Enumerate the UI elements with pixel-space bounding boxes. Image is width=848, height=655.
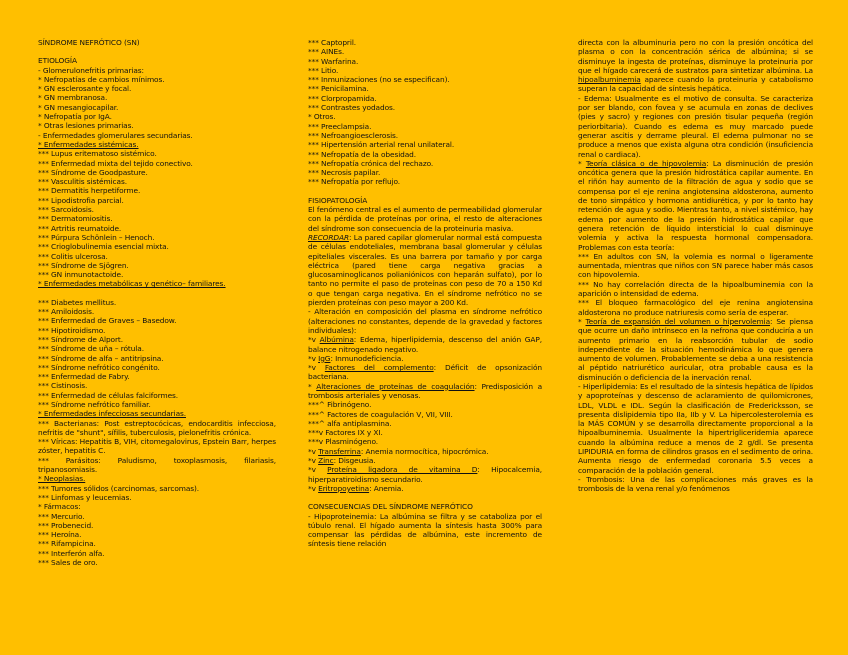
- list-item: *** Nefropatía crónica del rechazo.: [308, 158, 434, 168]
- list-item: *** Hipertensión arterial renal unilateral.: [308, 140, 455, 150]
- section-heading-consecuencias: CONSECUENCIAS DEL SÍNDROME NEFRÓTICO: [308, 502, 473, 512]
- recordar-text: : La pared capilar glomerular normal está compuesta de células endoteliales, membrana basal glomerular y células epiteliales viscerales. Es una barrera por tamaño y por carga eléctrica (pared tiene carga negativa gracias a glucosaminoglicanos polianiónicos con heparán sulfato), por lo tanto no permite el paso de proteínas con peso de 70 a 150 Kd o que tengan carga negativa. En el síndrome nefrótico no se pierden proteínas con peso mayor a 200 Kd.: [308, 232, 542, 308]
- list-item: * GN esclerosante y focal.: [38, 84, 132, 94]
- list-item: *** Diabetes mellitus.: [38, 297, 117, 307]
- item-eritropoyetina: *v Eritropoyetina: Anemia.: [308, 483, 404, 493]
- list-item: * Otros.: [308, 112, 336, 122]
- item-coagulacion: * Alteraciones de proteínas de coagulación: Predisposición a trombosis arteriales y venosas.: [308, 381, 542, 400]
- paragraph-edema: - Edema: Usualmente es el motivo de consulta. Se caracteriza por ser blando, con fovea y se acumula en zonas de declives (pies y sacro) y regiones con presión tisular pequeña (región periorbitaria). Cuando es edema es muy marcado puede generar ascitis y derrame pleural. El edema pulmonar no se produce a menos que exista alguna otra condición (insuficiencia renal o cardiaca).: [578, 93, 813, 159]
- list-item: ***v Factores IX y XI.: [308, 428, 383, 438]
- albumina-text: : Edema, hiperlipidemia, descenso del anión GAP, balance nitrogenado negativo.: [308, 335, 542, 354]
- teoria-clasica-label: Teoría clásica o de hipovolemia: [585, 158, 707, 168]
- list-item: * GN mesangiocapilar.: [38, 102, 119, 112]
- vitd-text: : Hipocalcemia, hiperparatiroidismo secundario.: [308, 465, 542, 484]
- list-item: *** Linfomas y leucemias.: [38, 492, 132, 502]
- list-item: *** Litio.: [308, 65, 339, 75]
- list-item: *** Crioglobulinemia esencial mixta.: [38, 242, 169, 252]
- list-item: ***^ Fibrinógeno.: [308, 400, 372, 410]
- list-item: * Enfermedades metabólicas y genético– familiares.: [38, 279, 226, 289]
- document-title: SÍNDROME NEFRÓTICO (SN): [38, 38, 140, 47]
- teoria-expansion-label: Teoría de expansión del volumen o hipervolemia: [585, 316, 771, 326]
- paragraph-alteracion: - Alteración en composición del plasma en síndrome nefrótico (alteraciones no constantes, depende de la gravedad y factores individuales):: [308, 307, 542, 335]
- paragraph-hipoalbuminemia: [578, 38, 813, 94]
- igg-label: IgG: [318, 353, 331, 363]
- list-item: *** AINEs.: [308, 47, 345, 57]
- list-item: *** Sarcoidosis.: [38, 205, 94, 215]
- complemento-label: Factores del complemento: [324, 363, 434, 373]
- paragraph-viricas: *** Víricas: Hepatitis B, VIH, citomegalovirus, Epstein Barr, herpes zóster, hepatitis C.: [38, 437, 276, 456]
- list-item: *** Mercurio.: [38, 511, 85, 521]
- list-item: * Otras lesiones primarias.: [38, 121, 134, 131]
- list-item: *** Rifampicina.: [38, 539, 96, 549]
- list-item: * Nefropatías de cambios mínimos.: [38, 74, 165, 84]
- text-run: directa con la albuminuria pero no con la presión oncótica del plasma o con la concentración sérica de albúmina; si se disminuye la ingesta de proteínas, disminuye la proteinuria por que el hígado carecerá de sustratos para sintetizar albúmina. La: [578, 38, 813, 75]
- list-item: *** Dermatomiositis.: [38, 214, 113, 224]
- list-item: *** Síndrome de alfa – antitripsina.: [38, 353, 164, 363]
- list-item: * Nefropatía por IgA.: [38, 112, 112, 122]
- list-item: *** Síndrome nefrótico familiar.: [38, 399, 151, 409]
- column-1: [38, 38, 276, 567]
- list-item: * Fármacos:: [38, 502, 81, 512]
- list-item: *** Heroína.: [38, 530, 82, 540]
- list-item: * GN membranosa.: [38, 93, 108, 103]
- list-item: *** Warfarina.: [308, 56, 359, 66]
- list-item: * Enfermedades sistémicas.: [38, 139, 139, 149]
- paragraph-hipoproteinemia: - Hipoproteinemia: La albúmina se filtra y se cataboliza por el túbulo renal. El hígado aumenta la síntesis hasta 300% para compensar las pérdidas de albúmina, este incremento de síntesis tiene relación: [308, 511, 542, 549]
- section-heading-etiologia: ETIOLOGÍA: [38, 56, 77, 66]
- list-item: *** Enfermedad mixta del tejido conectivo.: [38, 158, 193, 168]
- list-item: *** Colitis ulcerosa.: [38, 251, 108, 261]
- hipoalbuminemia-term: hipoalbuminemia: [578, 75, 641, 85]
- list-item: *** Artritis reumatoide.: [38, 223, 122, 233]
- complemento-text: : Déficit de opsonización bacteriana.: [308, 363, 542, 382]
- list-item: *** Inmunizaciones (no se especifican).: [308, 75, 450, 85]
- list-item: *** Nefroangioesclerosis.: [308, 130, 399, 140]
- list-item: ***^ Factores de coagulación V, VII, VIII.: [308, 409, 453, 419]
- list-item: *** Probenecid.: [38, 520, 94, 530]
- list-item: *** Lipodistrofia parcial.: [38, 195, 124, 205]
- zinc-text: : Disgeusia.: [333, 456, 376, 466]
- list-item: * Neoplasias.: [38, 474, 86, 484]
- list-item: *** Interferón alfa.: [38, 548, 105, 558]
- list-item: *** Preeclampsia.: [308, 121, 372, 131]
- item-complemento: *v Factores del complemento: Déficit de opsonización bacteriana.: [308, 363, 542, 382]
- list-item: *** Hipotiroidismo.: [38, 325, 106, 335]
- transferrina-label: Transferrina: [318, 446, 361, 456]
- item-zinc: *v Zinc: Disgeusia.: [308, 456, 376, 466]
- coagulacion-label: Alteraciones de proteínas de coagulación: [316, 381, 475, 391]
- item-vitamina-d: *v Proteína ligadora de vitamina D: Hipocalcemia, hiperparatiroidismo secundario.: [308, 465, 542, 484]
- list-item: *** Vasculitis sistémicas.: [38, 177, 127, 187]
- list-item: *** GN inmunotactoide.: [38, 270, 124, 280]
- text-run: aparece cuando la proteinuria y catabolismo superan la capacidad de síntesis hepática.: [578, 75, 813, 94]
- list-item: - Enfermedades glomerulares secundarias.: [38, 130, 193, 140]
- list-item: *** Enfermedad de células falciformes.: [38, 390, 179, 400]
- paragraph-hiperlipidemia: - Hiperlipidemia: Es el resultado de la síntesis hepática de lípidos y apoproteínas y descenso de aclaramiento de quilomicrones, LDL, VLDL e IDL. Según la clasificación de Fredericksson, se presenta dislipidemia tipo IIa, IIb y V. La hipercolesterolemia es la MÁS COMÚN y se desarrolla directamente proporcional a la hipoalbuminemia. Usualmente la hipertrigliceridemia aparece cuando la albúmina reduce a menos de 2 g/dl. Se presenta LIPIDURIA en forma de cilindros grasos en el sedimento de orina. Aumenta riesgo de enfermedad coronaria 5.5 veces a comparación de la población general.: [578, 381, 813, 475]
- list-item: *** Nefropatía por reflujo.: [308, 177, 401, 187]
- list-item: *** Enfermedad de Fabry.: [38, 372, 130, 382]
- list-item: *** Nefropatía de la obesidad.: [308, 149, 417, 159]
- list-item: *** Sales de oro.: [38, 558, 98, 568]
- list-item: *** Enfermedad de Graves – Basedow.: [38, 316, 177, 326]
- list-item: *** Captopril.: [308, 38, 357, 47]
- teoria-clasica-text: : La disminución de presión oncótica genera que la presión hidrostática capilar aumente. En el riñón hay aumento de la filtración de agua y sodio que se compensa por el eje renina angiotensina aldosterona, aumento de tono simpático y hormona antidiurética, y por lo tanto hay retención de agua y sodio. Mientras tanto, a nivel sistémico, hay edema por aumento de la presión hidrostática capilar que genera retención de líquido intersticial lo cual disminuye volemia y activa la respuesta hormonal compensadora. Problemas con esta teoría:: [578, 158, 813, 252]
- list-item: *** Síndrome nefrótico congénito.: [38, 362, 160, 372]
- list-item: *** Penicilamina.: [308, 84, 369, 94]
- list-item: *** Contrastes yodados.: [308, 103, 395, 113]
- paragraph-parasitos: *** Parásitos: Paludismo, toxoplasmosis, filariasis, tripanosomiasis.: [38, 455, 276, 475]
- column-3: [578, 38, 813, 494]
- list-item: *** Síndrome de uña – rótula.: [38, 344, 144, 354]
- list-item: *** Dermatitis herpetiforme.: [38, 186, 141, 196]
- paragraph-bloqueo: *** El bloqueo farmacológico del eje renina angiotensina aldosterona no produce natriuresis como sería de esperar.: [578, 298, 813, 317]
- paragraph-recordar: [308, 233, 542, 307]
- paragraph-teoria-clasica: * Teoría clásica o de hipovolemia: La disminución de presión oncótica genera que la presión hidrostática capilar aumente. En el riñón hay aumento de la filtración de agua y sodio que se compensa por el eje renina angiotensina aldosterona, aumento de tono simpático y hormona antidiurética, y por lo tanto hay retención de agua y sodio. Mientras tanto, a nivel sistémico, hay edema por aumento de la presión hidrostática capilar que genera retención de líquido intersticial lo cual disminuye volemia y activa la respuesta hormonal compensadora. Problemas con esta teoría:: [578, 158, 813, 252]
- column-2: [308, 38, 542, 549]
- list-item: *** Lupus eritematoso sistémico.: [38, 149, 157, 159]
- list-item: *** Síndrome de Sjögren.: [38, 260, 129, 270]
- list-item: *** Tumores sólidos (carcinomas, sarcomas).: [38, 483, 200, 493]
- epo-label: Eritropoyetina: [318, 483, 370, 493]
- paragraph-adultos: *** En adultos con SN, la volemia es normal o ligeramente aumentada, mientras que niños con SN parece haber más casos con hipovolemia.: [578, 251, 813, 280]
- section-heading-fisiopatologia: FISIOPATOLOGÍA: [308, 195, 368, 205]
- paragraph-correlacion: *** No hay correlación directa de la hipoalbuminemia con la aparición o intensidad de edema.: [578, 279, 813, 299]
- albumina-label: Albúmina: [319, 335, 354, 345]
- list-item: *** Síndrome de Goodpasture.: [38, 167, 148, 177]
- paragraph-bacterianas: *** Bacterianas: Post estreptocócicas, endocarditis infecciosa, nefritis de "shunt", sífilis, tuberculosis, pielonefritis crónica.: [38, 418, 276, 437]
- item-transferrina: *v Transferrina: Anemia normocítica, hipocrómica.: [308, 446, 489, 456]
- transferrina-text: : Anemia normocítica, hipocrómica.: [360, 446, 489, 456]
- paragraph-fisio-intro: El fenómeno central es el aumento de permeabilidad glomerular con la pérdida de proteínas por orina, el resto de alteraciones del síndrome son consecuencia de la proteinuria masiva.: [308, 205, 542, 233]
- item-igg: *v IgG: Inmunodeficiencia.: [308, 353, 404, 363]
- list-item: ***v Plasminógeno.: [308, 437, 379, 447]
- igg-text: : Inmunodeficiencia.: [330, 353, 404, 363]
- list-item: *** Púrpura Schönlein – Henoch.: [38, 232, 155, 242]
- vitd-label: Proteína ligadora de vitamina D: [327, 465, 478, 475]
- teoria-expansion-text: : Se piensa que ocurre un daño intrínseco en la nefrona que conduciría a un aumento primario en la reabsorción tubular de sodio independiente de la situación hemodinámica lo que genera aumento de volumen. Probablemente se deba a una resistencia al péptido natriurético auricular, otra probable causa es la disminución o deficiencia de la inervación renal.: [578, 316, 814, 382]
- list-item: - Glomerulonefritis primarias:: [38, 65, 144, 75]
- coagulacion-text: : Predisposición a trombosis arteriales y venosas.: [308, 381, 542, 400]
- epo-text: : Anemia.: [369, 483, 404, 493]
- list-item: * Enfermedades infecciosas secundarias.: [38, 409, 186, 419]
- list-item: *** Necrosis papilar.: [308, 168, 381, 178]
- list-item: ***^ alfa antiplasmina.: [308, 418, 392, 428]
- item-albumina: *v Albúmina: Edema, hiperlipidemia, descenso del anión GAP, balance nitrogenado negativo.: [308, 335, 542, 354]
- list-item: *** Clorpropamida.: [308, 93, 377, 103]
- recordar-label: RECORDAR: [308, 232, 349, 242]
- list-item: *** Síndrome de Alport.: [38, 334, 123, 344]
- paragraph-teoria-expansion: * Teoría de expansión del volumen o hipervolemia: Se piensa que ocurre un daño intrínseco en la nefrona que conduciría a un aumento primario en la reabsorción tubular de sodio independiente de la situación hemodinámica lo que genera aumento de volumen. Probablemente se deba a una resistencia al péptido natriurético auricular, otra probable causa es la disminución o deficiencia de la inervación renal.: [578, 316, 814, 382]
- list-item: *** Amiloidosis.: [38, 307, 95, 317]
- zinc-label: Zinc: [318, 456, 334, 466]
- list-item: *** Cistinosis.: [38, 381, 88, 391]
- paragraph-trombosis: - Trombosis: Una de las complicaciones más graves es la trombosis de la vena renal y/o fenómenos: [578, 474, 813, 494]
